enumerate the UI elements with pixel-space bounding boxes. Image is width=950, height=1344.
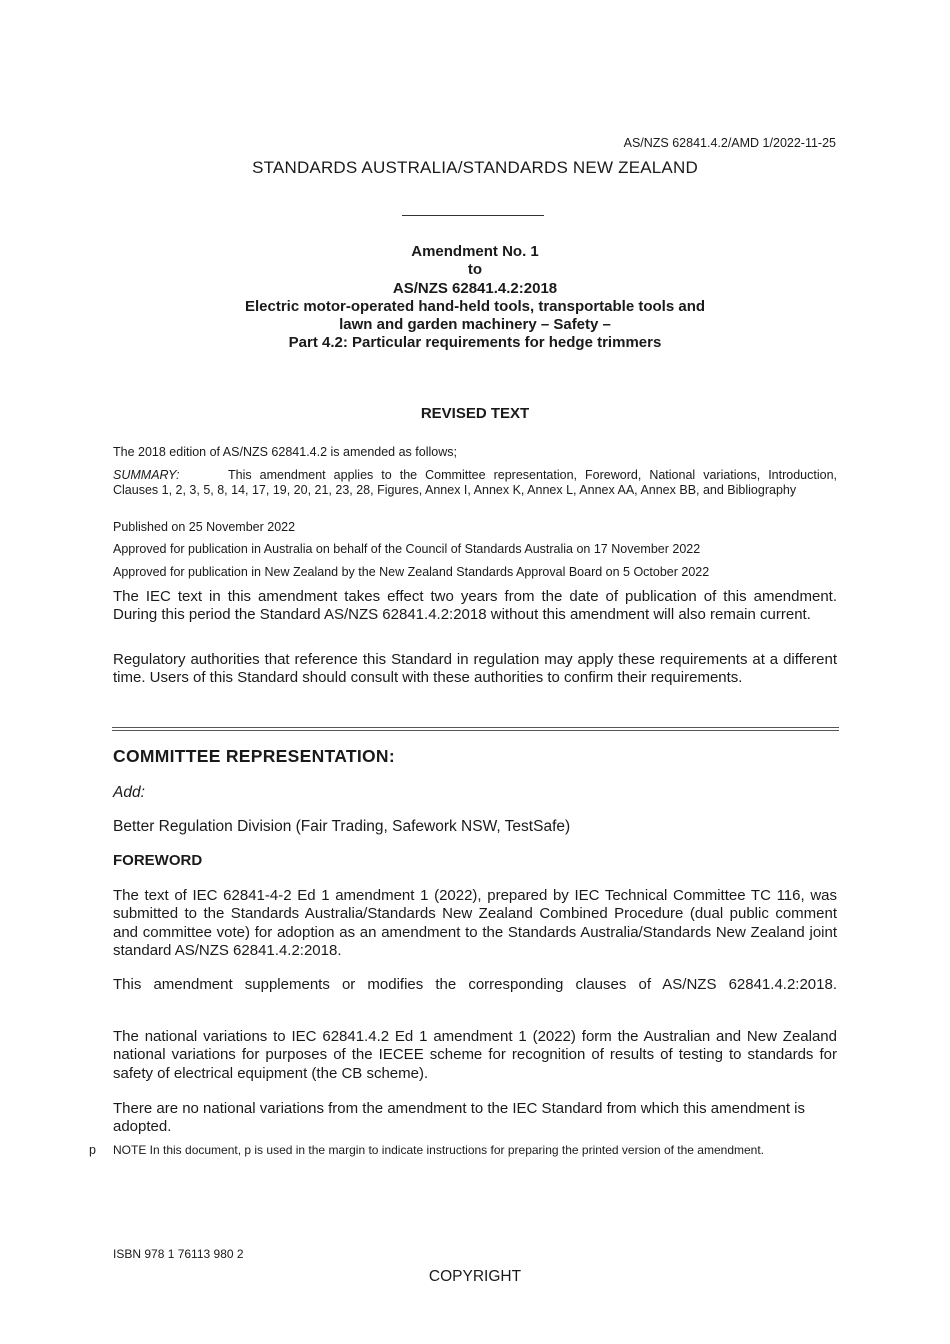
approval-australia: Approved for publication in Australia on behalf of the Council of Standards Australia on 17 November 2022 xyxy=(113,542,701,556)
title-line-part: Part 4.2: Particular requirements for hedge trimmers xyxy=(288,334,662,352)
amended-statement: The 2018 edition of AS/NZS 62841.4.2 is amended as follows; xyxy=(113,445,457,459)
title-line-amendment: Amendment No. 1 xyxy=(411,243,539,260)
section-divider xyxy=(112,727,839,731)
foreword-heading: FOREWORD xyxy=(113,852,203,869)
document-reference: AS/NZS 62841.4.2/AMD 1/2022-11-25 xyxy=(623,136,836,150)
title-line-standard: AS/NZS 62841.4.2:2018 xyxy=(392,279,558,297)
note-text: NOTE In this document, p is used in the margin to indicate instructions for preparing the printed version of the amendment. xyxy=(113,1143,765,1157)
add-label: Add: xyxy=(113,784,145,801)
title-line-subject-2: lawn and garden machinery – Safety – xyxy=(339,316,611,334)
published-date: Published on 25 November 2022 xyxy=(113,520,296,534)
isbn: ISBN 978 1 76113 980 2 xyxy=(113,1247,244,1261)
title-line-to: to xyxy=(467,261,483,279)
foreword-paragraph-1: The text of IEC 62841-4-2 Ed 1 amendment 1 (2022), prepared by IEC Technical Committee TC 116, was submitted to the Standards Australia/Standards New Zealand Combined Procedure (dual public comment and committee vote) for adoption as an amendment to the Standards Australia/Standards New Zealand joint standard AS/NZS 62841.4.2:2018. xyxy=(113,887,837,960)
regulatory-paragraph: Regulatory authorities that reference this Standard in regulation may apply these requirements at a different time. Users of this Standard should consult with these authorities to confirm their requirements. xyxy=(113,651,837,687)
foreword-paragraph-2: This amendment supplements or modifies the corresponding clauses of AS/NZS 62841.4.2:2018. xyxy=(113,976,837,993)
summary xyxy=(113,468,837,498)
margin-marker: p xyxy=(89,1143,96,1157)
committee-heading: COMMITTEE REPRESENTATION: xyxy=(113,746,395,766)
added-member: Better Regulation Division (Fair Trading, Safework NSW, TestSafe) xyxy=(113,818,571,835)
title-line-subject-1: Electric motor-operated hand-held tools, transportable tools and xyxy=(244,297,706,315)
title-divider xyxy=(402,215,544,216)
summary-text: This amendment applies to the Committee representation, Foreword, National variations, Introduction, Clauses 1, 2, 3, 5, 8, 14, 17, 19, 20, 21, 23, 28, Figures, Annex I, Annex K, Annex L, Annex AA, Annex BB, and Bibliography xyxy=(113,468,837,497)
revised-text-heading: REVISED TEXT xyxy=(420,405,530,422)
approval-new-zealand: Approved for publication in New Zealand by the New Zealand Standards Approval Board on 5 October 2022 xyxy=(113,565,710,579)
organization-heading: STANDARDS AUSTRALIA/STANDARDS NEW ZEALAND xyxy=(252,158,698,177)
foreword-paragraph-4: There are no national variations from the amendment to the IEC Standard from which this amendment is adopted. xyxy=(113,1100,806,1136)
effect-paragraph: The IEC text in this amendment takes effect two years from the date of publication of this amendment. During this period the Standard AS/NZS 62841.4.2:2018 without this amendment will also remain current. xyxy=(113,588,837,624)
copyright: COPYRIGHT xyxy=(428,1268,522,1285)
summary-label: SUMMARY: xyxy=(113,468,180,482)
foreword-paragraph-3: The national variations to IEC 62841.4.2 Ed 1 amendment 1 (2022) form the Australian and New Zealand national variations for purposes of the IECEE scheme for recognition of results of testing to standards for safety of electrical equipment (the CB scheme). xyxy=(113,1028,837,1082)
amendment-title-block xyxy=(0,243,950,353)
